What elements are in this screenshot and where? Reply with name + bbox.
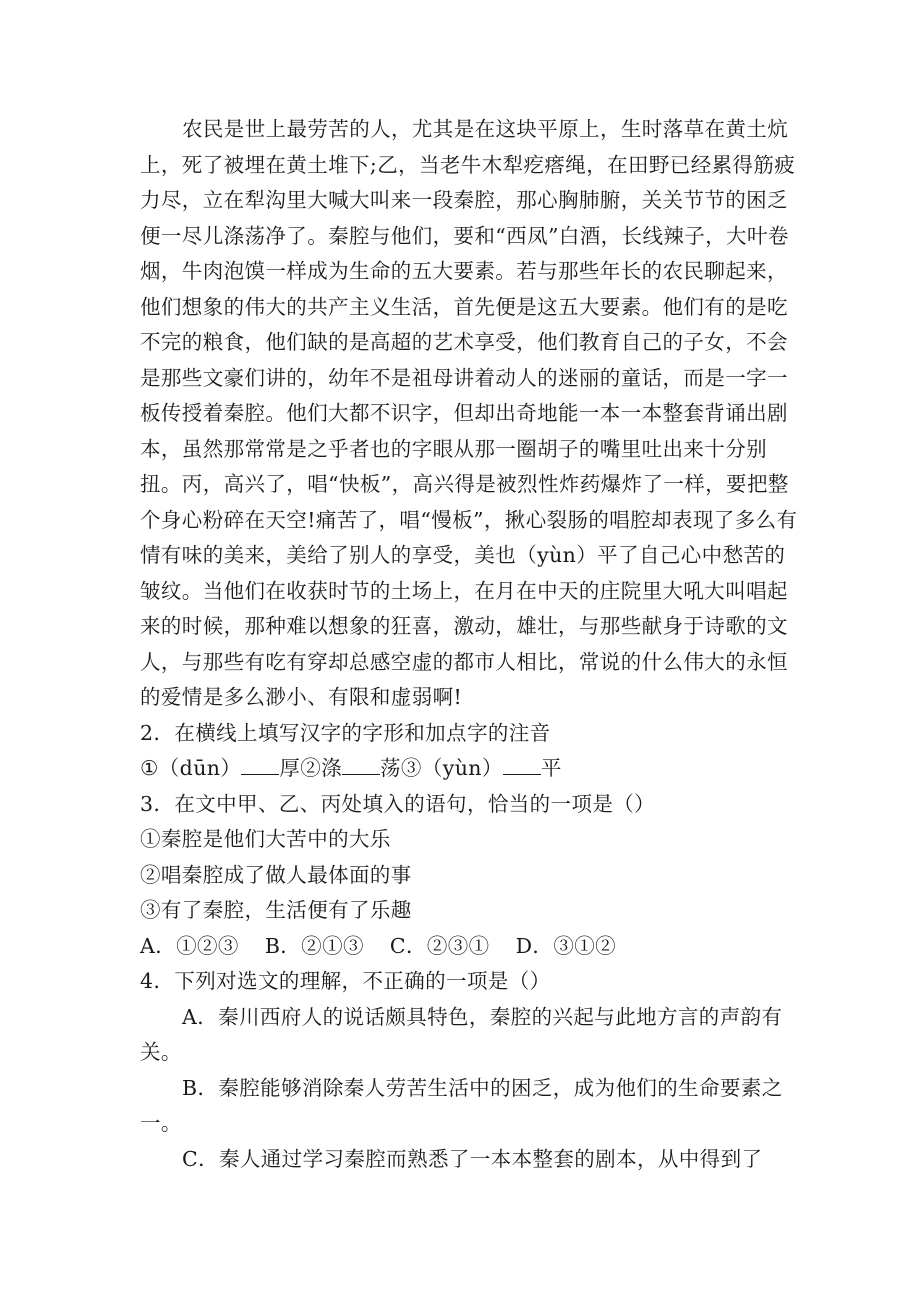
- q3-option-c: C．②③①: [389, 933, 490, 958]
- q3-option-b: B．②①③: [264, 933, 364, 958]
- fill-blank-3[interactable]: [503, 756, 541, 775]
- document-body: [140, 112, 800, 1177]
- question-2-stem: 2．在横线上填写汉字的字形和加点字的注音: [140, 720, 551, 745]
- question-2-blanks: [140, 751, 800, 787]
- q3-option-a: A．①②③: [140, 933, 239, 958]
- fill-blank-1[interactable]: [241, 756, 279, 775]
- q3-option-d: D．③①②: [515, 933, 617, 958]
- q3-item-1: ①秦腔是他们大苦中的大乐: [140, 827, 391, 851]
- fill-blank-2[interactable]: [342, 756, 380, 775]
- q3-options: [140, 929, 800, 965]
- q4-option-b: B．秦腔能够消除秦人劳苦生活中的困乏，成为他们的生命要素之一。: [140, 1075, 783, 1135]
- q4-option-a: A．秦川西府人的说话颇具特色，秦腔的兴起与此地方言的声韵有关。: [140, 1004, 783, 1064]
- q2-part-1: ①（dūn）: [140, 756, 242, 780]
- q2-part-2: 厚②涤: [279, 756, 343, 780]
- passage-paragraph: 农民是世上最劳苦的人，尤其是在这块平原上，生时落草在黄土炕上，死了被埋在黄土堆下;乙，当老牛木犁疙瘩绳，在田野已经累得筋疲力尽，立在犁沟里大喊大叫来一段秦腔，那心胸肺腑，关关节节的困乏便一尽儿涤荡净了。秦腔与他们，要和“西凤”白酒，长线辣子，大叶卷烟，牛肉泡馍一样成为生命的五大要素。若与那些年长的农民聊起来，他们想象的伟大的共产主义生活，首先便是这五大要素。他们有的是吃不完的粮食，他们缺的是高超的艺术享受，他们教育自己的子女，不会是那些文豪们讲的，幼年不是祖母讲着动人的迷丽的童话，而是一字一板传授着秦腔。他们大都不识字，但却出奇地能一本一本整套背诵出剧本，虽然那常常是之乎者也的字眼从那一圈胡子的嘴里吐出来十分别扭。丙，高兴了，唱“快板”，高兴得是被烈性炸药爆炸了一样，要把整个身心粉碎在天空!痛苦了，唱“慢板”，揪心裂肠的唱腔却表现了多么有情有味的美来，美给了别人的享受，美也（yùn）平了自己心中愁苦的皱纹。当他们在收获时节的土场上，在月在中天的庄院里大吼大叫唱起来的时候，那种难以想象的狂喜，激动，雄壮，与那些献身于诗歌的文人，与那些有吃有穿却总感空虚的都市人相比，常说的什么伟大的永恒的爱情是多么渺小、有限和虚弱啊!: [140, 117, 798, 709]
- q2-part-4: 平: [540, 756, 562, 780]
- q4-option-c: C．秦人通过学习秦腔而熟悉了一本本整套的剧本，从中得到了: [182, 1146, 763, 1171]
- q3-item-3: ③有了秦腔，生活便有了乐趣: [140, 898, 412, 922]
- q2-part-3: 荡③（yùn）: [380, 756, 503, 780]
- question-4-stem: 4．下列对选文的理解，不正确的一项是（）: [140, 969, 551, 993]
- question-3-stem: 3．在文中甲、乙、丙处填入的语句，恰当的一项是（）: [140, 791, 656, 816]
- q3-item-2: ②唱秦腔成了做人最体面的事: [140, 862, 412, 887]
